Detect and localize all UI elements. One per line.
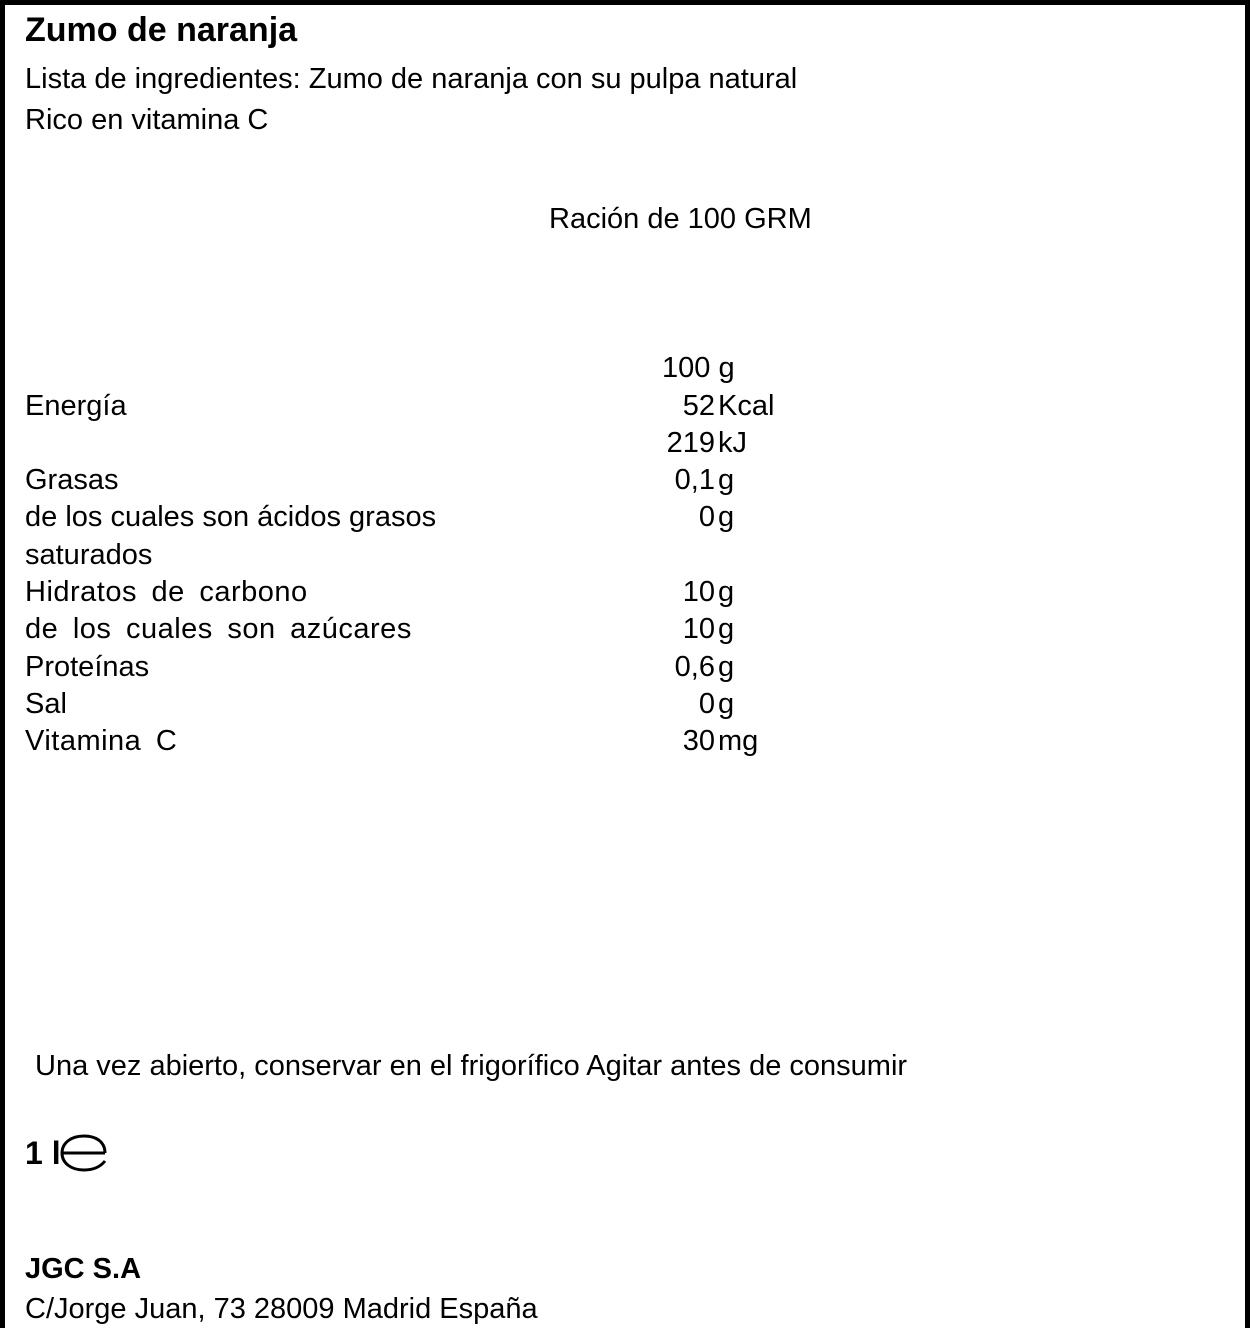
row-value-azucares: 10 [682, 613, 715, 645]
row-label-saturados-cont: saturados [25, 539, 153, 571]
company-address: C/Jorge Juan, 73 28009 Madrid España [25, 1293, 538, 1325]
row-unit-energia-kj: kJ [718, 427, 747, 459]
row-value-energia-kcal: 52 [682, 390, 715, 422]
ingredients-text: Lista de ingredientes: Zumo de naranja con su pulpa natural [25, 63, 798, 95]
storage-text: Una vez abierto, conservar en el frigorífico Agitar antes de consumir [35, 1050, 908, 1082]
row-unit-azucares: g [718, 613, 735, 645]
row-unit-energia-kcal: Kcal [718, 390, 775, 422]
claim-text: Rico en vitamina C [25, 104, 269, 136]
row-label-sal: Sal [25, 688, 67, 720]
e-mark-icon [57, 1133, 109, 1173]
row-value-energia-kj: 219 [666, 427, 715, 459]
row-label-azucares: de los cuales son azúcares [25, 613, 412, 645]
row-label-hidratos: Hidratos de carbono [25, 576, 308, 608]
row-unit-saturados: g [718, 501, 735, 533]
row-unit-hidratos: g [718, 576, 735, 608]
row-label-proteinas: Proteínas [25, 651, 150, 683]
row-label-vitamina-c: Vitamina C [25, 725, 178, 757]
serving-text: Ración de 100 GRM [549, 203, 812, 235]
product-name: Zumo de naranja [25, 11, 298, 49]
row-value-grasas: 0,1 [674, 464, 715, 496]
column-header: 100 g [662, 352, 735, 384]
row-value-vitamina-c: 30 [682, 725, 715, 757]
row-unit-sal: g [718, 688, 735, 720]
company-name: JGC S.A [25, 1253, 142, 1285]
row-label-grasas: Grasas [25, 464, 119, 496]
row-unit-grasas: g [718, 464, 735, 496]
row-value-sal: 0 [698, 688, 715, 720]
row-unit-proteinas: g [718, 651, 735, 683]
row-unit-vitamina-c: mg [718, 725, 759, 757]
row-value-hidratos: 10 [682, 576, 715, 608]
row-value-saturados: 0 [698, 501, 715, 533]
row-label-saturados: de los cuales son ácidos grasos [25, 501, 437, 533]
row-label-energia: Energía [25, 390, 127, 422]
row-value-proteinas: 0,6 [674, 651, 715, 683]
quantity-amount: 1 l [25, 1135, 61, 1171]
